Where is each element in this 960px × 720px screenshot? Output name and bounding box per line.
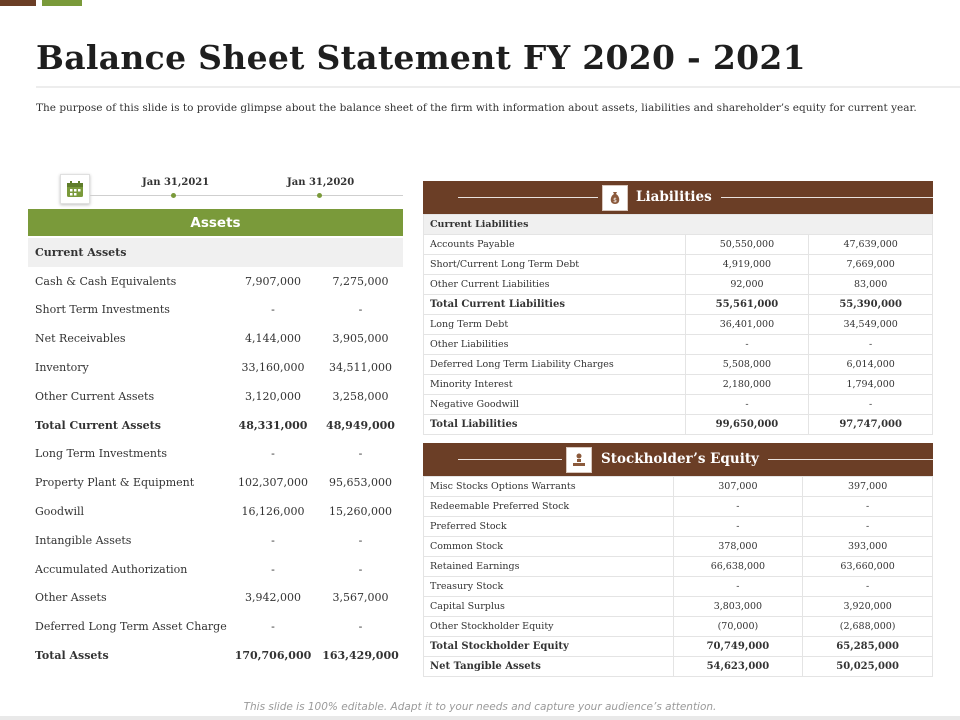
table-row	[424, 597, 933, 617]
value-2020: -	[809, 395, 933, 415]
footer-bar	[0, 716, 960, 720]
row-label: Misc Stocks Options Warrants	[424, 477, 674, 497]
svg-text:$: $	[613, 197, 617, 204]
value-2021: 307,000	[673, 477, 803, 497]
value-2020: 34,549,000	[809, 315, 933, 335]
value-2020: 63,660,000	[803, 557, 933, 577]
row-label: Accumulated Authorization	[35, 562, 188, 576]
value-2021: -	[271, 447, 275, 461]
liabilities-header	[423, 181, 933, 214]
value-2020: -	[809, 335, 933, 355]
value-2020: 83,000	[809, 275, 933, 295]
table-row	[424, 235, 933, 255]
value-2021: 3,942,000	[245, 591, 301, 605]
value-2021: 2,180,000	[685, 375, 809, 395]
row-label: Net Receivables	[35, 332, 126, 346]
table-row	[424, 557, 933, 577]
row-label: Redeemable Preferred Stock	[424, 497, 674, 517]
title-divider	[36, 86, 960, 88]
value-2021: 99,650,000	[685, 415, 809, 435]
row-label: Deferred Long Term Liability Charges	[424, 355, 686, 375]
row-label: Other Assets	[35, 591, 107, 605]
table-row	[28, 440, 403, 469]
equity-panel	[423, 443, 933, 677]
row-label: Inventory	[35, 361, 89, 375]
table-row	[424, 375, 933, 395]
date-timeline	[90, 195, 403, 196]
header-rule-right	[721, 197, 933, 198]
row-label: Other Stockholder Equity	[424, 617, 674, 637]
row-label: Total Liabilities	[424, 415, 686, 435]
footer-note: This slide is 100% editable. Adapt it to your needs and capture your audience’s attention.	[243, 701, 717, 713]
table-row	[424, 577, 933, 597]
value-2021: -	[685, 335, 809, 355]
liabilities-panel	[423, 181, 933, 435]
value-2020: 3,567,000	[332, 591, 389, 605]
value-2020: 48,949,000	[326, 418, 395, 432]
table-row	[28, 584, 403, 613]
value-2021: 4,144,000	[245, 332, 301, 346]
row-label: Other Current Assets	[35, 389, 155, 403]
date-label-2021: Jan 31,2021	[142, 177, 210, 188]
table-row	[424, 215, 933, 235]
table-row	[424, 657, 933, 677]
row-label: Negative Goodwill	[424, 395, 686, 415]
table-row	[28, 555, 403, 584]
value-2021: -	[673, 517, 803, 537]
date-marker-2020	[317, 193, 322, 198]
value-2020: -	[803, 577, 933, 597]
table-row	[28, 353, 403, 382]
money-bag-icon	[602, 185, 628, 211]
value-2021: 36,401,000	[685, 315, 809, 335]
table-row	[28, 526, 403, 555]
value-2021: 92,000	[685, 275, 809, 295]
value-2020: 3,905,000	[332, 332, 389, 346]
equity-table	[423, 476, 933, 677]
table-row	[424, 335, 933, 355]
row-label: Total Current Liabilities	[424, 295, 686, 315]
value-2020: 393,000	[803, 537, 933, 557]
value-2021: 33,160,000	[241, 361, 305, 375]
value-2020: 3,258,000	[332, 389, 389, 403]
table-row	[28, 382, 403, 411]
value-2020: 15,260,000	[329, 505, 392, 519]
value-2021: -	[271, 303, 275, 317]
value-2021: -	[271, 562, 275, 576]
header-rule-left	[458, 197, 598, 198]
row-label: Total Assets	[35, 649, 109, 663]
row-label: Preferred Stock	[424, 517, 674, 537]
value-2020: 163,429,000	[322, 649, 399, 663]
value-2020: (2,688,000)	[803, 617, 933, 637]
table-row	[424, 477, 933, 497]
value-2021: 7,907,000	[245, 274, 301, 288]
value-2021: 66,638,000	[673, 557, 803, 577]
value-2020: 55,390,000	[809, 295, 933, 315]
value-2020: 97,747,000	[809, 415, 933, 435]
row-label: Property Plant & Equipment	[35, 476, 195, 490]
row-label: Short Term Investments	[35, 303, 170, 317]
value-2020: -	[358, 620, 363, 634]
section-label: Current Liabilities	[424, 215, 933, 235]
row-label: Cash & Cash Equivalents	[35, 274, 177, 288]
value-2020: 397,000	[803, 477, 933, 497]
value-2020: 34,511,000	[329, 361, 392, 375]
value-2021: 48,331,000	[238, 418, 308, 432]
header-rule-right	[768, 459, 933, 460]
value-2021: 170,706,000	[234, 649, 312, 663]
value-2021: -	[673, 497, 803, 517]
row-label: Goodwill	[35, 505, 85, 519]
value-2021: 55,561,000	[685, 295, 809, 315]
value-2020: 50,025,000	[803, 657, 933, 677]
value-2020: 6,014,000	[809, 355, 933, 375]
value-2021: 4,919,000	[685, 255, 809, 275]
value-2020: -	[803, 497, 933, 517]
table-row	[424, 637, 933, 657]
table-row	[28, 612, 403, 641]
row-label: Deferred Long Term Asset Charge	[35, 620, 227, 634]
assets-table	[28, 238, 403, 670]
row-label: Current Assets	[35, 245, 127, 259]
value-2020: 95,653,000	[329, 476, 392, 490]
value-2021: 3,803,000	[673, 597, 803, 617]
value-2020: 1,794,000	[809, 375, 933, 395]
table-row	[424, 315, 933, 335]
page-title: Balance Sheet Statement FY 2020 - 2021	[36, 38, 806, 77]
row-label: Other Current Liabilities	[424, 275, 686, 295]
table-row	[424, 415, 933, 435]
header-rule-left	[458, 459, 562, 460]
value-2020: -	[358, 447, 363, 461]
value-2021: 3,120,000	[245, 389, 301, 403]
top-tab-decoration	[0, 0, 82, 6]
value-2021: (70,000)	[673, 617, 803, 637]
value-2020: -	[803, 517, 933, 537]
value-2020: 47,639,000	[809, 235, 933, 255]
row-label: Total Current Assets	[35, 418, 161, 432]
table-row	[28, 267, 403, 296]
assets-header: Assets	[28, 209, 403, 236]
table-row	[28, 324, 403, 353]
row-label: Short/Current Long Term Debt	[424, 255, 686, 275]
value-2020: -	[358, 533, 363, 547]
tab-green	[42, 0, 82, 6]
liabilities-table	[423, 214, 933, 435]
table-row	[28, 238, 403, 267]
table-row	[424, 537, 933, 557]
date-marker-2021	[171, 193, 176, 198]
value-2021: -	[685, 395, 809, 415]
row-label: Long Term Investments	[35, 447, 168, 461]
value-2020: 3,920,000	[803, 597, 933, 617]
table-row	[28, 468, 403, 497]
table-row	[424, 355, 933, 375]
value-2020: 7,669,000	[809, 255, 933, 275]
row-label: Accounts Payable	[424, 235, 686, 255]
table-row	[28, 497, 403, 526]
value-2021: 102,307,000	[238, 476, 308, 490]
row-label: Total Stockholder Equity	[424, 637, 674, 657]
table-row	[28, 411, 403, 440]
row-label: Net Tangible Assets	[424, 657, 674, 677]
equity-title: Stockholder’s Equity	[601, 451, 759, 467]
value-2020: -	[358, 303, 363, 317]
calendar-icon	[60, 174, 90, 204]
table-row	[424, 617, 933, 637]
value-2021: 54,623,000	[673, 657, 803, 677]
date-label-2020: Jan 31,2020	[287, 177, 355, 188]
equity-header	[423, 443, 933, 476]
row-label: Retained Earnings	[424, 557, 674, 577]
row-label: Other Liabilities	[424, 335, 686, 355]
table-row	[424, 497, 933, 517]
table-row	[424, 295, 933, 315]
table-row	[424, 517, 933, 537]
value-2021: 5,508,000	[685, 355, 809, 375]
table-row	[28, 296, 403, 325]
table-row	[424, 255, 933, 275]
row-label: Treasury Stock	[424, 577, 674, 597]
row-label: Long Term Debt	[424, 315, 686, 335]
row-label: Minority Interest	[424, 375, 686, 395]
value-2021: 70,749,000	[673, 637, 803, 657]
page-subtitle: The purpose of this slide is to provide glimpse about the balance sheet of the firm with information about assets, liabilities and shareholder’s equity for current year.	[36, 102, 917, 114]
value-2021: 16,126,000	[241, 505, 305, 519]
value-2021: -	[271, 533, 275, 547]
table-row	[424, 275, 933, 295]
value-2021: 50,550,000	[685, 235, 809, 255]
tab-brown	[0, 0, 36, 6]
row-label: Capital Surplus	[424, 597, 674, 617]
row-label: Common Stock	[424, 537, 674, 557]
value-2021: -	[673, 577, 803, 597]
row-label: Intangible Assets	[35, 533, 132, 547]
value-2021: 378,000	[673, 537, 803, 557]
stockholders-icon	[566, 447, 592, 473]
table-row	[424, 395, 933, 415]
value-2020: 65,285,000	[803, 637, 933, 657]
value-2020: 7,275,000	[332, 274, 389, 288]
value-2021: -	[271, 620, 275, 634]
table-row	[28, 641, 403, 670]
liabilities-title: Liabilities	[636, 189, 712, 205]
value-2020: -	[358, 562, 363, 576]
